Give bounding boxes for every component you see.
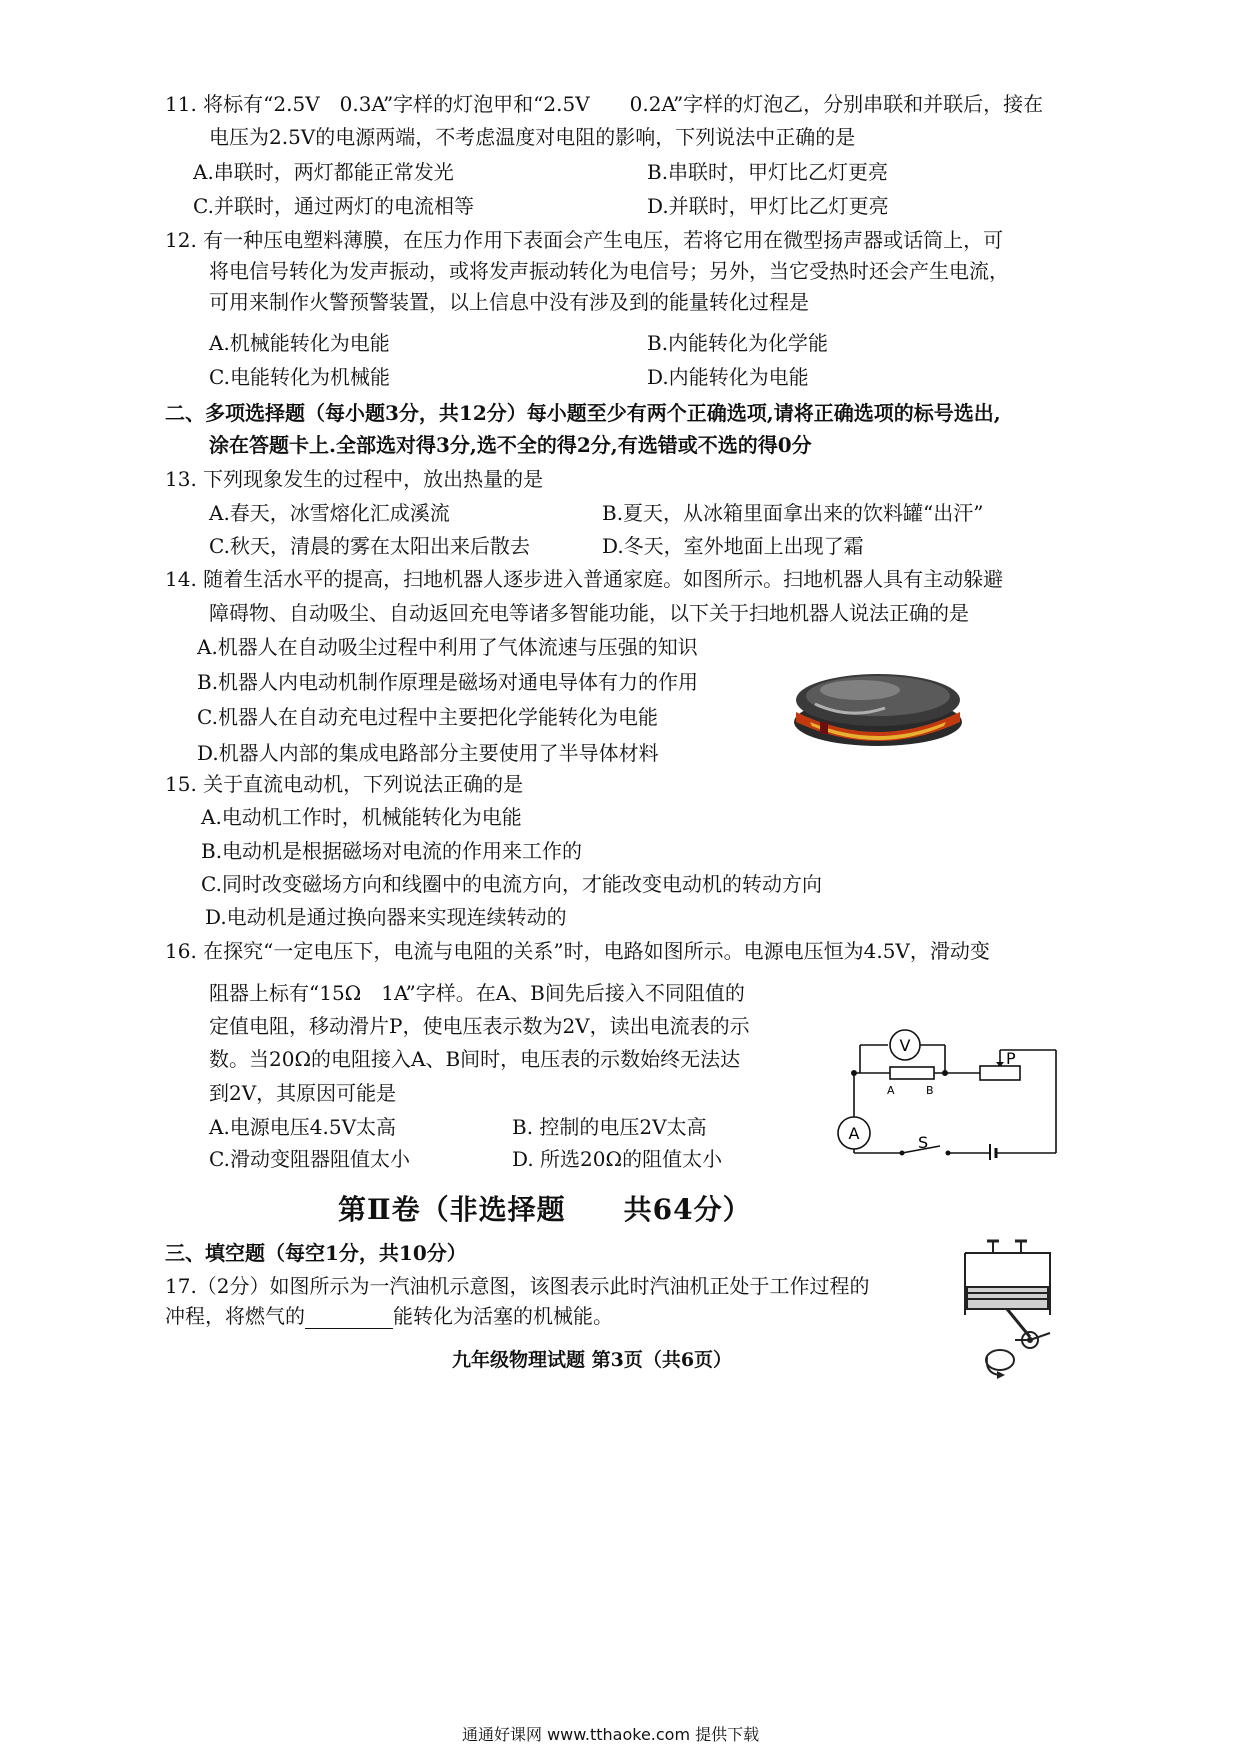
- q12-option-a: A.机械能转化为电能: [209, 331, 390, 355]
- q13-option-b: B.夏天，从冰箱里面拿出来的饮料罐“出汗”: [602, 501, 984, 525]
- q14-option-c: C.机器人在自动充电过程中主要把化学能转化为电能: [197, 705, 658, 729]
- q16-option-c: C.滑动变阻器阻值太小: [209, 1147, 410, 1171]
- q11-option-b: B.串联时，甲灯比乙灯更亮: [647, 160, 889, 184]
- q16-option-d: D. 所选20Ω的阻值太小: [512, 1147, 723, 1171]
- q11-option-d: D.并联时，甲灯比乙灯更亮: [647, 194, 889, 218]
- q16-stem-line1: 16. 在探究“一定电压下，电流与电阻的关系”时，电路如图所示。电源电压恒为4.5V，滑动变: [165, 939, 990, 963]
- robot-vacuum-image: [790, 660, 965, 750]
- q15-option-d: D.电动机是通过换向器来实现连续转动的: [205, 905, 567, 929]
- section2-heading-line2: 涂在答题卡上.全部选对得3分,选不全的得2分,有选错或不选的得0分: [209, 433, 812, 457]
- q16-option-b: B. 控制的电压2V太高: [512, 1115, 707, 1139]
- q15-option-b: B.电动机是根据磁场对电流的作用来工作的: [201, 839, 583, 863]
- q13-option-d: D.冬天，室外地面上出现了霜: [602, 534, 864, 558]
- gasoline-engine-image: [955, 1235, 1065, 1380]
- q11-stem-line1: 11. 将标有“2.5V 0.3A”字样的灯泡甲和“2.5V 0.2A”字样的灯泡乙，分别串联和并联后，接在: [165, 92, 1044, 116]
- q16-option-a: A.电源电压4.5V太高: [209, 1115, 397, 1139]
- q14-stem-line2: 障碍物、自动吸尘、自动返回充电等诸多智能功能，以下关于扫地机器人说法正确的是: [209, 601, 969, 625]
- q12-stem-line3: 可用来制作火警预警装置，以上信息中没有涉及到的能量转化过程是: [209, 290, 809, 314]
- circuit-diagram: [830, 1020, 1070, 1160]
- q12-stem-line2: 将电信号转化为发声振动，或将发声振动转化为电信号；另外，当它受热时还会产生电流，: [209, 259, 1009, 283]
- section2-heading-line1: 二、多项选择题（每小题3分，共12分）每小题至少有两个正确选项,请将正确选项的标号选出,: [165, 401, 1001, 425]
- q16-stem-line2: 阻器上标有“15Ω 1A”字样。在A、B间先后接入不同阻值的: [209, 981, 745, 1005]
- q12-option-b: B.内能转化为化学能: [647, 331, 829, 355]
- q11-option-c: C.并联时，通过两灯的电流相等: [193, 194, 474, 218]
- terminal-b-label: B: [926, 1084, 934, 1097]
- q12-stem-line1: 12. 有一种压电塑料薄膜，在压力作用下表面会产生电压，若将它用在微型扬声器或话筒上，可: [165, 228, 1004, 252]
- voltmeter-label: V: [899, 1036, 911, 1055]
- q15-option-c: C.同时改变磁场方向和线圈中的电流方向，才能改变电动机的转动方向: [201, 872, 822, 896]
- q14-stem-line1: 14. 随着生活水平的提高，扫地机器人逐步进入普通家庭。如图所示。扫地机器人具有主动躲避: [165, 567, 1004, 591]
- q15-stem: 15. 关于直流电动机，下列说法正确的是: [165, 772, 524, 796]
- q11-stem-line2: 电压为2.5V的电源两端，不考虑温度对电阻的影响，下列说法中正确的是: [209, 125, 856, 149]
- q17-line1: 17.（2分）如图所示为一汽油机示意图，该图表示此时汽油机正处于工作过程的: [165, 1274, 870, 1298]
- q13-option-c: C.秋天，清晨的雾在太阳出来后散去: [209, 534, 530, 558]
- q16-stem-line4: 数。当20Ω的电阻接入A、B间时，电压表的示数始终无法达: [209, 1047, 741, 1071]
- slider-p-label: P: [1006, 1049, 1016, 1068]
- q14-option-b: B.机器人内电动机制作原理是磁场对通电导体有力的作用: [197, 670, 699, 694]
- terminal-a-label: A: [887, 1084, 895, 1097]
- part2-title: 第Ⅱ卷（非选择题 共64分）: [338, 1193, 752, 1226]
- q14-option-a: A.机器人在自动吸尘过程中利用了气体流速与压强的知识: [197, 635, 698, 659]
- q12-option-d: D.内能转化为电能: [647, 365, 809, 389]
- q16-stem-line5: 到2V，其原因可能是: [209, 1081, 397, 1105]
- q17-answer-blank[interactable]: [305, 1308, 393, 1329]
- section3-heading: 三、填空题（每空1分，共10分）: [165, 1241, 467, 1265]
- q17-line2-start: 冲程，将燃气的: [165, 1304, 305, 1328]
- q13-stem: 13. 下列现象发生的过程中，放出热量的是: [165, 467, 544, 491]
- resistor-ab: [890, 1067, 934, 1079]
- q17-line2: [165, 1303, 613, 1329]
- q14-option-d: D.机器人内部的集成电路部分主要使用了半导体材料: [197, 741, 659, 765]
- ammeter-label: A: [848, 1124, 860, 1143]
- rheostat: [980, 1066, 1020, 1080]
- page-footer: 九年级物理试题 第3页（共6页）: [452, 1349, 733, 1371]
- q15-option-a: A.电动机工作时，机械能转化为电能: [201, 805, 522, 829]
- q13-option-a: A.春天，冰雪熔化汇成溪流: [209, 501, 450, 525]
- q12-option-c: C.电能转化为机械能: [209, 365, 390, 389]
- q17-line2-end: 能转化为活塞的机械能。: [393, 1304, 613, 1328]
- switch-s-label: S: [918, 1133, 929, 1152]
- q11-option-a: A.串联时，两灯都能正常发光: [193, 160, 454, 184]
- source-credit: 通通好课网 www.tthaoke.com 提供下载: [462, 1725, 760, 1744]
- q16-stem-line3: 定值电阻，移动滑片P，使电压表示数为2V，读出电流表的示: [209, 1014, 750, 1038]
